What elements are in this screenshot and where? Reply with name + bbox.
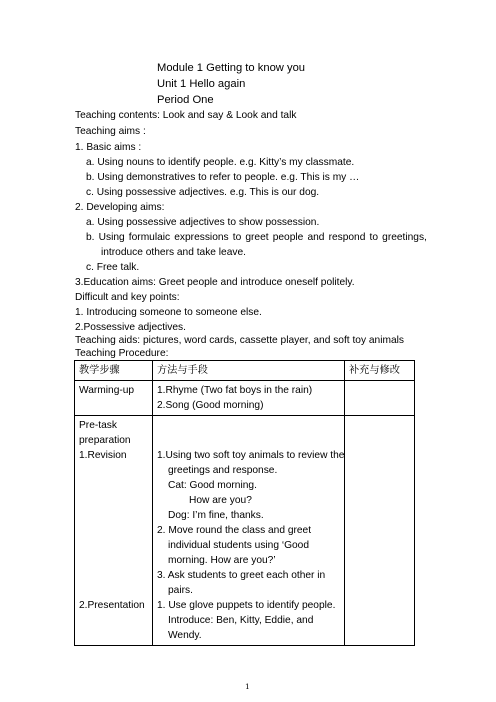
pretask-notes: [345, 416, 415, 646]
warmup-notes: [345, 381, 415, 416]
module-title: Module 1 Getting to know you: [157, 62, 306, 74]
basic-aim-c: c. Using possessive adjectives. e.g. This is our dog.: [86, 187, 320, 198]
method-1-line-3: Cat: Good morning.: [168, 480, 257, 491]
table-row: [75, 381, 415, 416]
basic-aim-b: b. Using demonstratives to refer to people. e.g. This is my …: [86, 172, 360, 183]
developing-aims-heading: 2. Developing aims:: [75, 202, 165, 213]
teaching-procedure-heading: Teaching Procedure:: [75, 348, 169, 359]
pretask-methods: [153, 416, 345, 646]
header-methods: 方法与手段: [153, 361, 345, 381]
difficult-point-2: 2.Possessive adjectives.: [75, 322, 186, 333]
method-4-line-3: Wendy.: [168, 630, 202, 641]
warmup-step-label: Warming-up: [79, 385, 135, 396]
pretask-step-label-1: Pre-task: [79, 420, 117, 431]
developing-aim-b-line2: introduce others and take leave.: [101, 247, 246, 258]
teaching-aims-heading: Teaching aims :: [75, 126, 146, 137]
method-3-line-1: 3. Ask students to greet each other in: [157, 570, 326, 581]
method-1-line-2: greetings and response.: [168, 465, 278, 476]
developing-aim-b-line1: b. Using formulaic expressions to greet people and respond to greetings,: [86, 232, 427, 243]
method-1-line-4: How are you?: [189, 495, 252, 506]
pretask-step: [75, 416, 153, 646]
presentation-label: 2.Presentation: [79, 600, 145, 611]
method-2-line-3: morning. How are you?’: [168, 555, 276, 566]
table-header-row: [75, 361, 415, 381]
warmup-step: [75, 381, 153, 416]
education-aims: 3.Education aims: Greet people and introduce oneself politely.: [75, 277, 355, 288]
pretask-step-label-2: preparation: [79, 435, 131, 446]
developing-aim-c: c. Free talk.: [86, 262, 140, 273]
page-number: 1: [245, 682, 250, 691]
procedure-table: [74, 360, 415, 646]
warmup-rhyme: 1.Rhyme (Two fat boys in the rain): [157, 385, 313, 396]
method-2-line-1: 2. Move round the class and greet: [157, 525, 312, 536]
method-1-line-5: Dog: I’m fine, thanks.: [168, 510, 264, 521]
difficult-point-1: 1. Introducing someone to someone else.: [75, 307, 262, 318]
method-1-line-1: 1.Using two soft toy animals to review the: [157, 450, 345, 461]
method-3-line-2: pairs.: [168, 585, 193, 596]
developing-aim-a: a. Using possessive adjectives to show possession.: [86, 217, 320, 228]
method-4-line-1: 1. Use glove puppets to identify people.: [157, 600, 336, 611]
teaching-aids: Teaching aids: pictures, word cards, cassette player, and soft toy animals: [75, 335, 404, 346]
difficult-key-points-heading: Difficult and key points:: [75, 292, 180, 303]
revision-label: 1.Revision: [79, 450, 127, 461]
header-teaching-steps: 教学步骤: [75, 361, 153, 381]
warmup-song: 2.Song (Good morning): [157, 400, 264, 411]
period-title: Period One: [157, 94, 214, 106]
header-notes: 补充与修改: [345, 361, 415, 381]
basic-aim-a: a. Using nouns to identify people. e.g. Kitty’s my classmate.: [86, 157, 355, 168]
teaching-contents: Teaching contents: Look and say & Look and talk: [75, 110, 297, 121]
table-row: [75, 416, 415, 646]
basic-aims-heading: 1. Basic aims :: [75, 142, 142, 153]
unit-title: Unit 1 Hello again: [157, 78, 246, 90]
method-4-line-2: Introduce: Ben, Kitty, Eddie, and: [168, 615, 314, 626]
method-2-line-2: individual students using ‘Good: [168, 540, 310, 551]
warmup-methods: [153, 381, 345, 416]
